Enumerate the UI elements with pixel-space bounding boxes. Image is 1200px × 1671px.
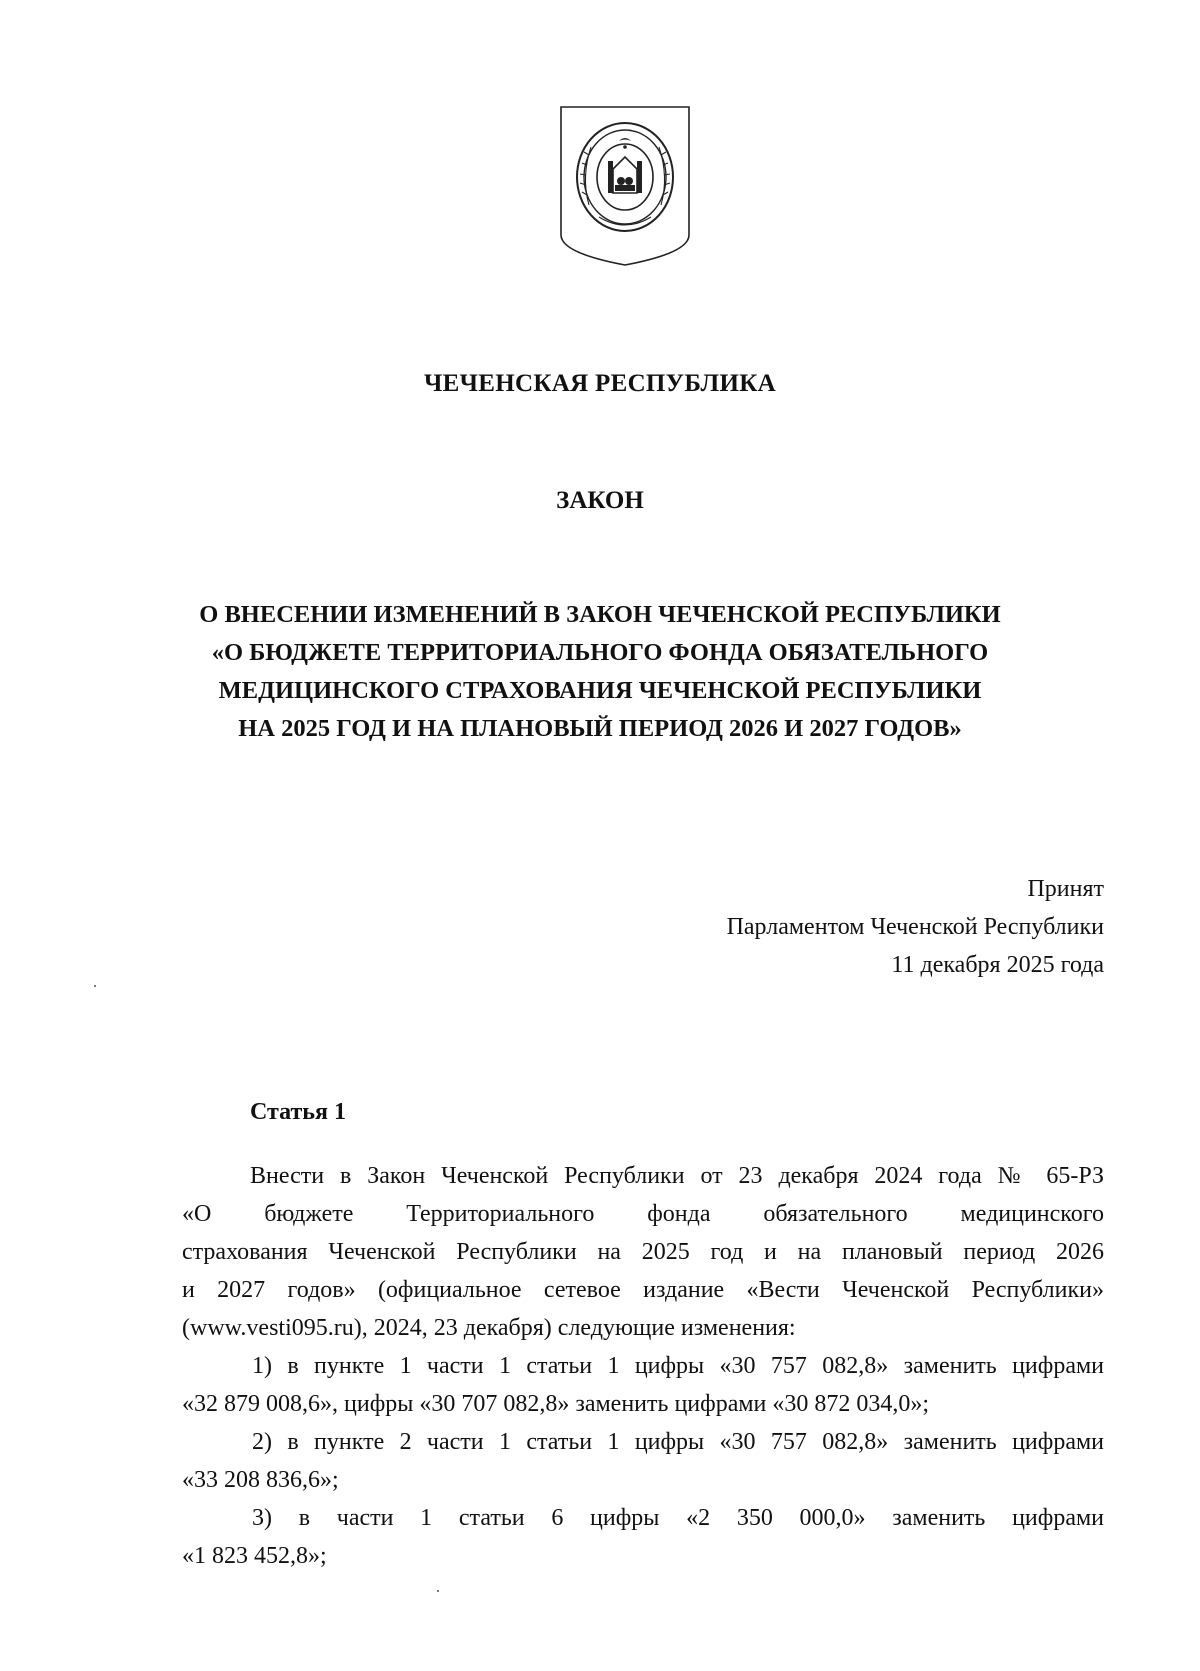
amendment-item-3-cont: «1 823 452,8»;	[182, 1543, 327, 1569]
document-type: ЗАКОН	[556, 487, 644, 514]
scan-speck	[437, 1590, 439, 1592]
intro-line: (www.vesti095.ru), 2024, 23 декабря) следующие изменения:	[182, 1315, 796, 1341]
republic-name: ЧЕЧЕНСКАЯ РЕСПУБЛИКА	[424, 370, 776, 397]
adoption-line: Принят	[1027, 876, 1104, 902]
adoption-block	[727, 870, 1104, 984]
law-title	[0, 596, 1200, 748]
intro-line: и 2027 годов» (официальное сетевое издание «Вести Чеченской Республики»	[182, 1277, 1104, 1303]
intro-line: страхования Чеченской Республики на 2025 год и на плановый период 2026	[182, 1239, 1104, 1265]
law-title-line: «О БЮДЖЕТЕ ТЕРРИТОРИАЛЬНОГО ФОНДА ОБЯЗАТЕЛЬНОГО	[211, 639, 989, 666]
law-title-line: О ВНЕСЕНИИ ИЗМЕНЕНИЙ В ЗАКОН ЧЕЧЕНСКОЙ РЕСПУБЛИКИ	[199, 601, 1001, 628]
article-body	[182, 1157, 1104, 1575]
scan-speck	[94, 985, 96, 987]
adoption-line: Парламентом Чеченской Республики	[726, 914, 1104, 940]
coat-of-arms-icon	[559, 105, 691, 267]
amendment-item-1-cont: «32 879 008,6», цифры «30 707 082,8» заменить цифрами «30 872 034,0»;	[182, 1391, 930, 1417]
adoption-date: 11 декабря 2025 года	[891, 952, 1104, 978]
intro-line: Внести в Закон Чеченской Республики от 23 декабря 2024 года № 65-РЗ	[250, 1163, 1104, 1189]
amendment-item-2: 2) в пункте 2 части 1 статьи 1 цифры «30 757 082,8» заменить цифрами	[252, 1429, 1104, 1455]
law-title-line: МЕДИЦИНСКОГО СТРАХОВАНИЯ ЧЕЧЕНСКОЙ РЕСПУБЛИКИ	[218, 677, 982, 704]
law-title-line: НА 2025 ГОД И НА ПЛАНОВЫЙ ПЕРИОД 2026 И 2027 ГОДОВ»	[238, 715, 962, 742]
amendment-item-1: 1) в пункте 1 части 1 статьи 1 цифры «30 757 082,8» заменить цифрами	[252, 1353, 1104, 1379]
amendment-item-2-cont: «33 208 836,6»;	[182, 1467, 339, 1493]
amendment-item-3: 3) в части 1 статьи 6 цифры «2 350 000,0» заменить цифрами	[252, 1505, 1104, 1531]
intro-line: «О бюджете Территориального фонда обязательного медицинского	[182, 1201, 1104, 1227]
article-heading: Статья 1	[250, 1099, 346, 1125]
